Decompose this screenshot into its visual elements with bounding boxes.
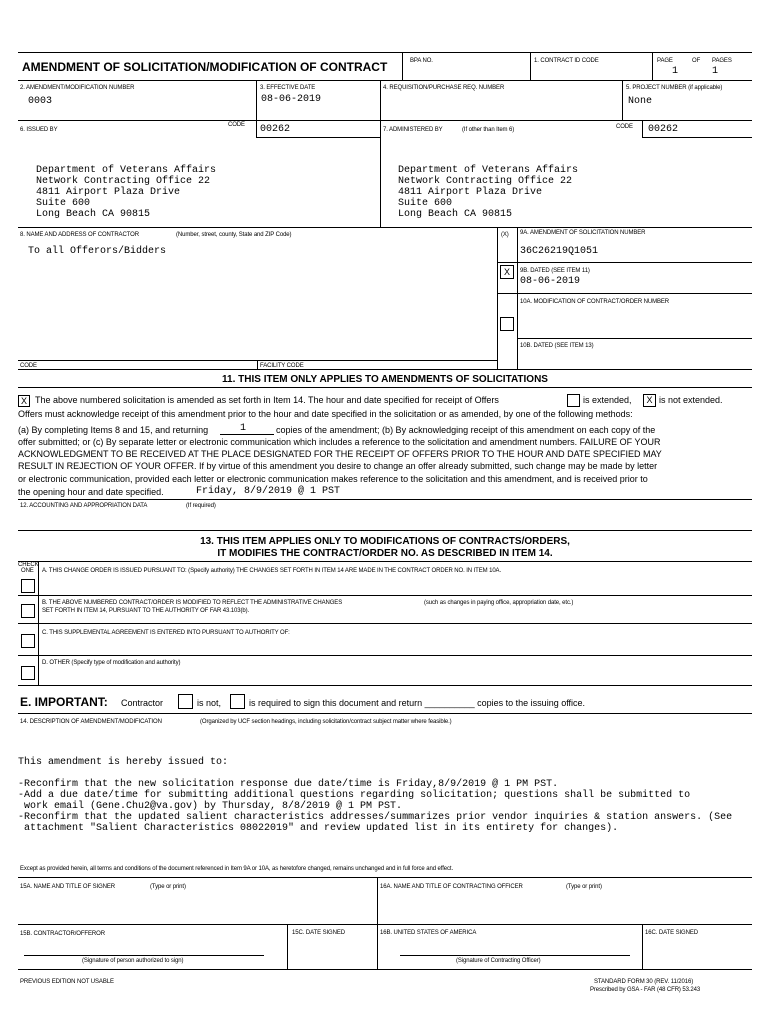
dated-9b-label: 9B. DATED (SEE ITEM 11)	[520, 268, 590, 274]
important-contractor: Contractor	[121, 698, 164, 708]
issued-by-address: Department of Veterans Affairs Network Contracting Office 22 4811 Airport Plaza Drive Suite 600 Long Beach CA 90815	[36, 165, 217, 220]
standard-form: STANDARD FORM 30 (REV. 11/2016)	[594, 979, 694, 985]
item11-line6: RESULT IN REJECTION OF YOUR OFFER. If by virtue of this amendment you desire to change an offer already submitted, such change may be made by letter	[18, 461, 658, 471]
amendment-number-value: 0003	[28, 96, 53, 107]
item11-heading: 11. THIS ITEM ONLY APPLIES TO AMENDMENTS OF SOLICITATIONS	[222, 374, 548, 385]
x-column-label: (X)	[501, 232, 509, 238]
check-13b[interactable]	[21, 604, 35, 618]
issued-code-value: 00262	[260, 124, 291, 135]
opening-date-value: Friday, 8/9/2019 @ 1 PST	[196, 486, 341, 497]
project-number-label: 5. PROJECT NUMBER (if applicable)	[626, 85, 723, 91]
check-is-required[interactable]	[230, 694, 245, 709]
contractor-label: 8. NAME AND ADDRESS OF CONTRACTOR	[20, 232, 139, 238]
officer-label: 16A. NAME AND TITLE OF CONTRACTING OFFICER	[380, 884, 523, 890]
contract-id-label: 1. CONTRACT ID CODE	[534, 58, 599, 64]
issued-by-label: 6. ISSUED BY	[20, 127, 58, 133]
of-label: OF	[692, 58, 701, 64]
usa-label: 16B. UNITED STATES OF AMERICA	[380, 930, 477, 936]
contractor-offeror-label: 15B. CONTRACTOR/OFFEROR	[20, 931, 105, 937]
page-number: 1	[672, 66, 679, 77]
signer-sub: (Type or print)	[150, 884, 186, 890]
item13-c-text: C. THIS SUPPLEMENTAL AGREEMENT IS ENTERED INTO PURSUANT TO AUTHORITY OF:	[42, 630, 290, 636]
prescribed-by: Prescribed by GSA - FAR (48 CFR) 53.243	[590, 987, 701, 993]
item13-b-text1: B. THE ABOVE NUMBERED CONTRACT/ORDER IS MODIFIED TO REFLECT THE ADMINISTRATIVE CHANGES	[42, 600, 343, 606]
contractor-value: To all Offerors/Bidders	[28, 246, 167, 257]
date-15c-label: 15C. DATE SIGNED	[292, 930, 345, 936]
check-not-extended[interactable]: X	[643, 394, 656, 407]
item14-description: This amendment is hereby issued to: -Reconfirm that the new solicitation response due date/time is Friday,8/9/2019 @ 1 PM PST. -Add a due date/time for submitting additional questions regarding solicitation; questions shall be submitted to work email (Gene.Chu2@va.gov) by Thursday, 8/8/2019 @ 1 PM PST. -Reconfirm that the updated salient characteristics addresses/summarizes prior vendor inquiries & station answers. (See attachment "Salient Characteristics 08022019" and review updated list in its entirety for changes).	[18, 757, 733, 834]
facility-code-label: FACILITY CODE	[260, 363, 304, 369]
item11-line8: the opening hour and date specified.	[18, 487, 164, 497]
requisition-label: 4. REQUISITION/PURCHASE REQ. NUMBER	[383, 85, 505, 91]
signature-officer-label: (Signature of Contracting Officer)	[456, 958, 541, 964]
item13-b-text1b: (such as changes in paying office, appropriation date, etc.)	[424, 600, 574, 606]
dated-9b-value: 08-06-2019	[520, 276, 581, 287]
check-one-label: CHECK ONE	[18, 562, 39, 574]
form-title: AMENDMENT OF SOLICITATION/MODIFICATION OF CONTRACT	[22, 60, 388, 74]
item11-line1: The above numbered solicitation is amended as set forth in Item 14. The hour and date specified for receipt of Offers	[35, 395, 499, 405]
check-extended[interactable]	[567, 394, 580, 407]
signature-person-label: (Signature of person authorized to sign)	[82, 958, 184, 964]
item13-heading-1: 13. THIS ITEM APPLIES ONLY TO MODIFICATIONS OF CONTRACTS/ORDERS,	[200, 536, 570, 547]
amendment-9a-label: 9A. AMENDMENT OF SOLICITATION NUMBER	[520, 230, 646, 236]
modification-10a-label: 10A. MODIFICATION OF CONTRACT/ORDER NUMBER	[520, 299, 670, 305]
item11-line2: Offers must acknowledge receipt of this amendment prior to the hour and date specified in the solicitation or as amended, by one of the following methods:	[18, 409, 633, 419]
check-is-not[interactable]	[178, 694, 193, 709]
item13-a-text: A. THIS CHANGE ORDER IS ISSUED PURSUANT TO: (Specify authority) THE CHANGES SET FORTH IN ITEM 14 ARE MADE IN THE CONTRACT ORDER NO. IN ITEM 10A.	[42, 568, 502, 574]
check-amended[interactable]: X	[18, 395, 30, 407]
dated-10b-label: 10B. DATED (SEE ITEM 13)	[520, 343, 594, 349]
item13-d-text: D. OTHER (Specify type of modification and authority)	[42, 660, 181, 666]
item13-b-text2: SET FORTH IN ITEM 14, PURSUANT TO THE AUTHORITY OF FAR 43.103(b).	[42, 608, 250, 614]
contractor-sub: (Number, street, county, State and ZIP Code)	[176, 232, 292, 238]
bpa-label: BPA NO.	[410, 58, 433, 64]
item11-line7: or electronic communication, provided each letter or electronic communication makes reference to the solicitation and this amendment, and is received prior to	[18, 474, 648, 484]
item11-line3b: copies of the amendment; (b) By acknowledging receipt of this amendment on each copy of the	[276, 425, 656, 435]
administered-by-label: 7. ADMINISTERED BY	[383, 127, 443, 133]
item14-label: 14. DESCRIPTION OF AMENDMENT/MODIFICATION	[20, 719, 162, 725]
important-is-required: is required to sign this document and return __________ copies to the issuing office.	[249, 698, 586, 708]
amendment-9a-value: 36C26219Q1051	[520, 246, 599, 257]
date-16c-label: 16C. DATE SIGNED	[645, 930, 698, 936]
administered-by-sub: (If other than Item 6)	[462, 127, 515, 133]
officer-sub: (Type or print)	[566, 884, 602, 890]
accounting-sub: (If required)	[186, 503, 216, 509]
copies-value: 1	[240, 423, 247, 434]
effective-date-label: 3. EFFECTIVE DATE	[260, 85, 316, 91]
signer-label: 15A. NAME AND TITLE OF SIGNER	[20, 884, 116, 890]
effective-date-value: 08-06-2019	[261, 94, 322, 105]
item11-line3a: (a) By completing Items 8 and 15, and returning	[18, 425, 209, 435]
check-10[interactable]	[500, 317, 514, 331]
contractor-code-label: CODE	[20, 363, 37, 369]
amendment-number-label: 2. AMENDMENT/MODIFICATION NUMBER	[20, 85, 135, 91]
important-label: E. IMPORTANT:	[20, 695, 108, 709]
admin-code-label: CODE	[616, 124, 633, 130]
pages-label: PAGES	[712, 58, 732, 64]
administered-by-address: Department of Veterans Affairs Network Contracting Office 22 4811 Airport Plaza Drive Suite 600 Long Beach CA 90815	[398, 165, 579, 220]
check-9b[interactable]: X	[500, 265, 514, 279]
admin-code-value: 00262	[648, 124, 679, 135]
check-13c[interactable]	[21, 634, 35, 648]
project-number-value: None	[628, 96, 653, 107]
item11-line5: ACKNOWLEDGMENT TO BE RECEIVED AT THE PLACE DESIGNATED FOR THE RECEIPT OF OFFERS PRIOR TO THE HOUR AND DATE SPECIFIED MAY	[18, 449, 662, 459]
extended-label: is extended,	[583, 395, 632, 405]
except-clause: Except as provided herein, all terms and conditions of the document referenced in Item 9A or 10A, as heretofore changed, remains unchanged and in full force and effect.	[20, 866, 454, 872]
previous-edition: PREVIOUS EDITION NOT USABLE	[20, 979, 114, 985]
check-13d[interactable]	[21, 666, 35, 680]
item11-line4: offer submitted; or (c) By separate letter or electronic communication which includes a reference to the solicitation and amendment numbers. FAILURE OF YOUR	[18, 437, 661, 447]
total-pages: 1	[712, 66, 719, 77]
check-13a[interactable]	[21, 579, 35, 593]
not-extended-label: is not extended.	[659, 395, 723, 405]
important-is-not: is not,	[197, 698, 222, 708]
item14-sub: (Organized by UCF section headings, including solicitation/contract subject matter where feasible.)	[200, 719, 452, 725]
item13-heading-2: IT MODIFIES THE CONTRACT/ORDER NO. AS DESCRIBED IN ITEM 14.	[217, 548, 553, 559]
page-label: PAGE	[657, 58, 673, 64]
accounting-label: 12. ACCOUNTING AND APPROPRIATION DATA	[20, 503, 148, 509]
issued-code-label: CODE	[228, 122, 245, 128]
